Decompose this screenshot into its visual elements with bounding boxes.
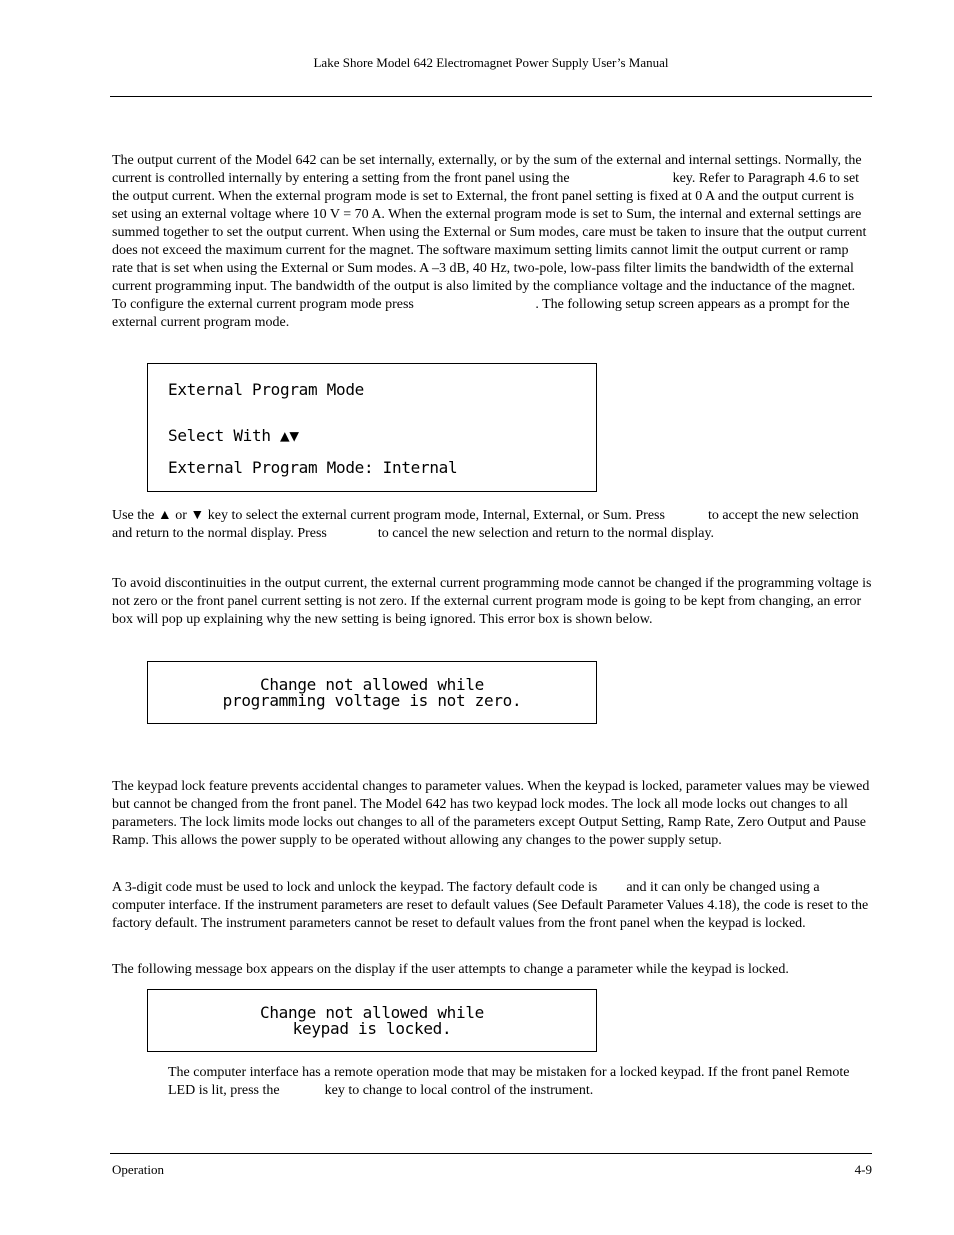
p1-text-b: key. Refer to Paragraph 4.6 to set the output current. When the external program mode is set to External, the front panel setting is fixed at 0 A and the output current is set using an external voltage where 10 V = 70 A. When the external program mode is set to Sum, the internal and external settings are summed together to set the output current. When using the External or Sum modes, care must be taken to insure that the output current does not exceed the maximum current for the magnet. The software maximum setting limits cannot limit the output current or ramp rate that is set when using the External or Sum modes. A –3 dB, 40 Hz, two-pole, low-pass filter limits the bandwidth of the external current programming input. The bandwidth of the output is also limited by the compliance voltage and the inductance of the magnet. To configure the external current program mode press [112,171,867,312]
paragraph-external-program-intro [112,152,872,332]
paragraph-locked-message: The following message box appears on the display if the user attempts to change a parameter while the keypad is locked. [112,962,789,977]
footer-rule [110,1153,872,1154]
p1-text-a: The output current of the Model 642 can be set internally, externally, or by the sum of the external and internal settings. Normally, the current is controlled internally by entering a setting from the front panel using the [112,153,862,186]
p5-text-b: and it can only be changed using a computer interface. If the instrument parameters are reset to default values (See Default Parameter Values 4.18), the code is reset to the factory default. The instrument parameters cannot be reset to default values from the front panel when the keypad is locked. [112,880,869,931]
p2-text-c: to cancel the new selection and return to the normal display. [377,526,715,541]
paragraph-discontinuities: To avoid discontinuities in the output current, the external current programming mode cannot be changed if the programming voltage is not zero or the front panel current setting is not zero. If the external current program mode is going to be kept from changing, an error box will pop up explaining why the new setting is being ignored. This error box is shown below. [112,576,872,627]
footer-section: Operation [112,1162,164,1177]
note-remote-mode [168,1064,868,1100]
note-text-b: key to change to local control of the instrument. [324,1083,594,1098]
p1-text-c: . The following setup screen appears as a prompt for the external current program mode. [112,297,850,330]
p2-text-b: to accept the new selection and return to the normal display. Press [112,508,859,541]
display-program-mode [147,363,597,492]
p2-text-a: Use the ▲ or ▼ key to select the external current program mode, Internal, External, or Sum. Press [112,508,665,523]
display-error-voltage [147,661,597,724]
display-error-locked [147,989,597,1052]
paragraph-select-mode [112,507,872,543]
display-line: External Program Mode [168,380,364,399]
display-line: Change not allowed while [260,1003,484,1022]
page-number: 4-9 [854,1162,872,1177]
paragraph-lock-code [112,879,872,933]
note-text-a: The computer interface has a remote operation mode that may be mistaken for a locked keypad. If the front panel Remote LED is lit, press the [168,1065,850,1098]
display-line: Change not allowed while [260,675,484,694]
p5-text-a: A 3-digit code must be used to lock and unlock the keypad. The factory default code is [112,880,598,895]
display-line: Select With ▲▼ [168,426,299,445]
display-line: programming voltage is not zero. [222,691,522,710]
header-rule [110,96,872,97]
display-line: keypad is locked. [292,1019,452,1038]
running-header: Lake Shore Model 642 Electromagnet Power Supply User’s Manual [313,55,669,70]
paragraph-keypad-lock: The keypad lock feature prevents accidental changes to parameter values. When the keypad is locked, parameter values may be viewed but cannot be changed from the front panel. The Model 642 has two keypad lock modes. The lock all mode locks out changes to all parameters. The lock limits mode locks out changes to all of the parameters except Output Setting, Ramp Rate, Zero Output and Pause Ramp. This allows the power supply to be operated without allowing any changes to the power supply setup. [112,779,870,848]
display-line: External Program Mode: Internal [168,458,458,477]
